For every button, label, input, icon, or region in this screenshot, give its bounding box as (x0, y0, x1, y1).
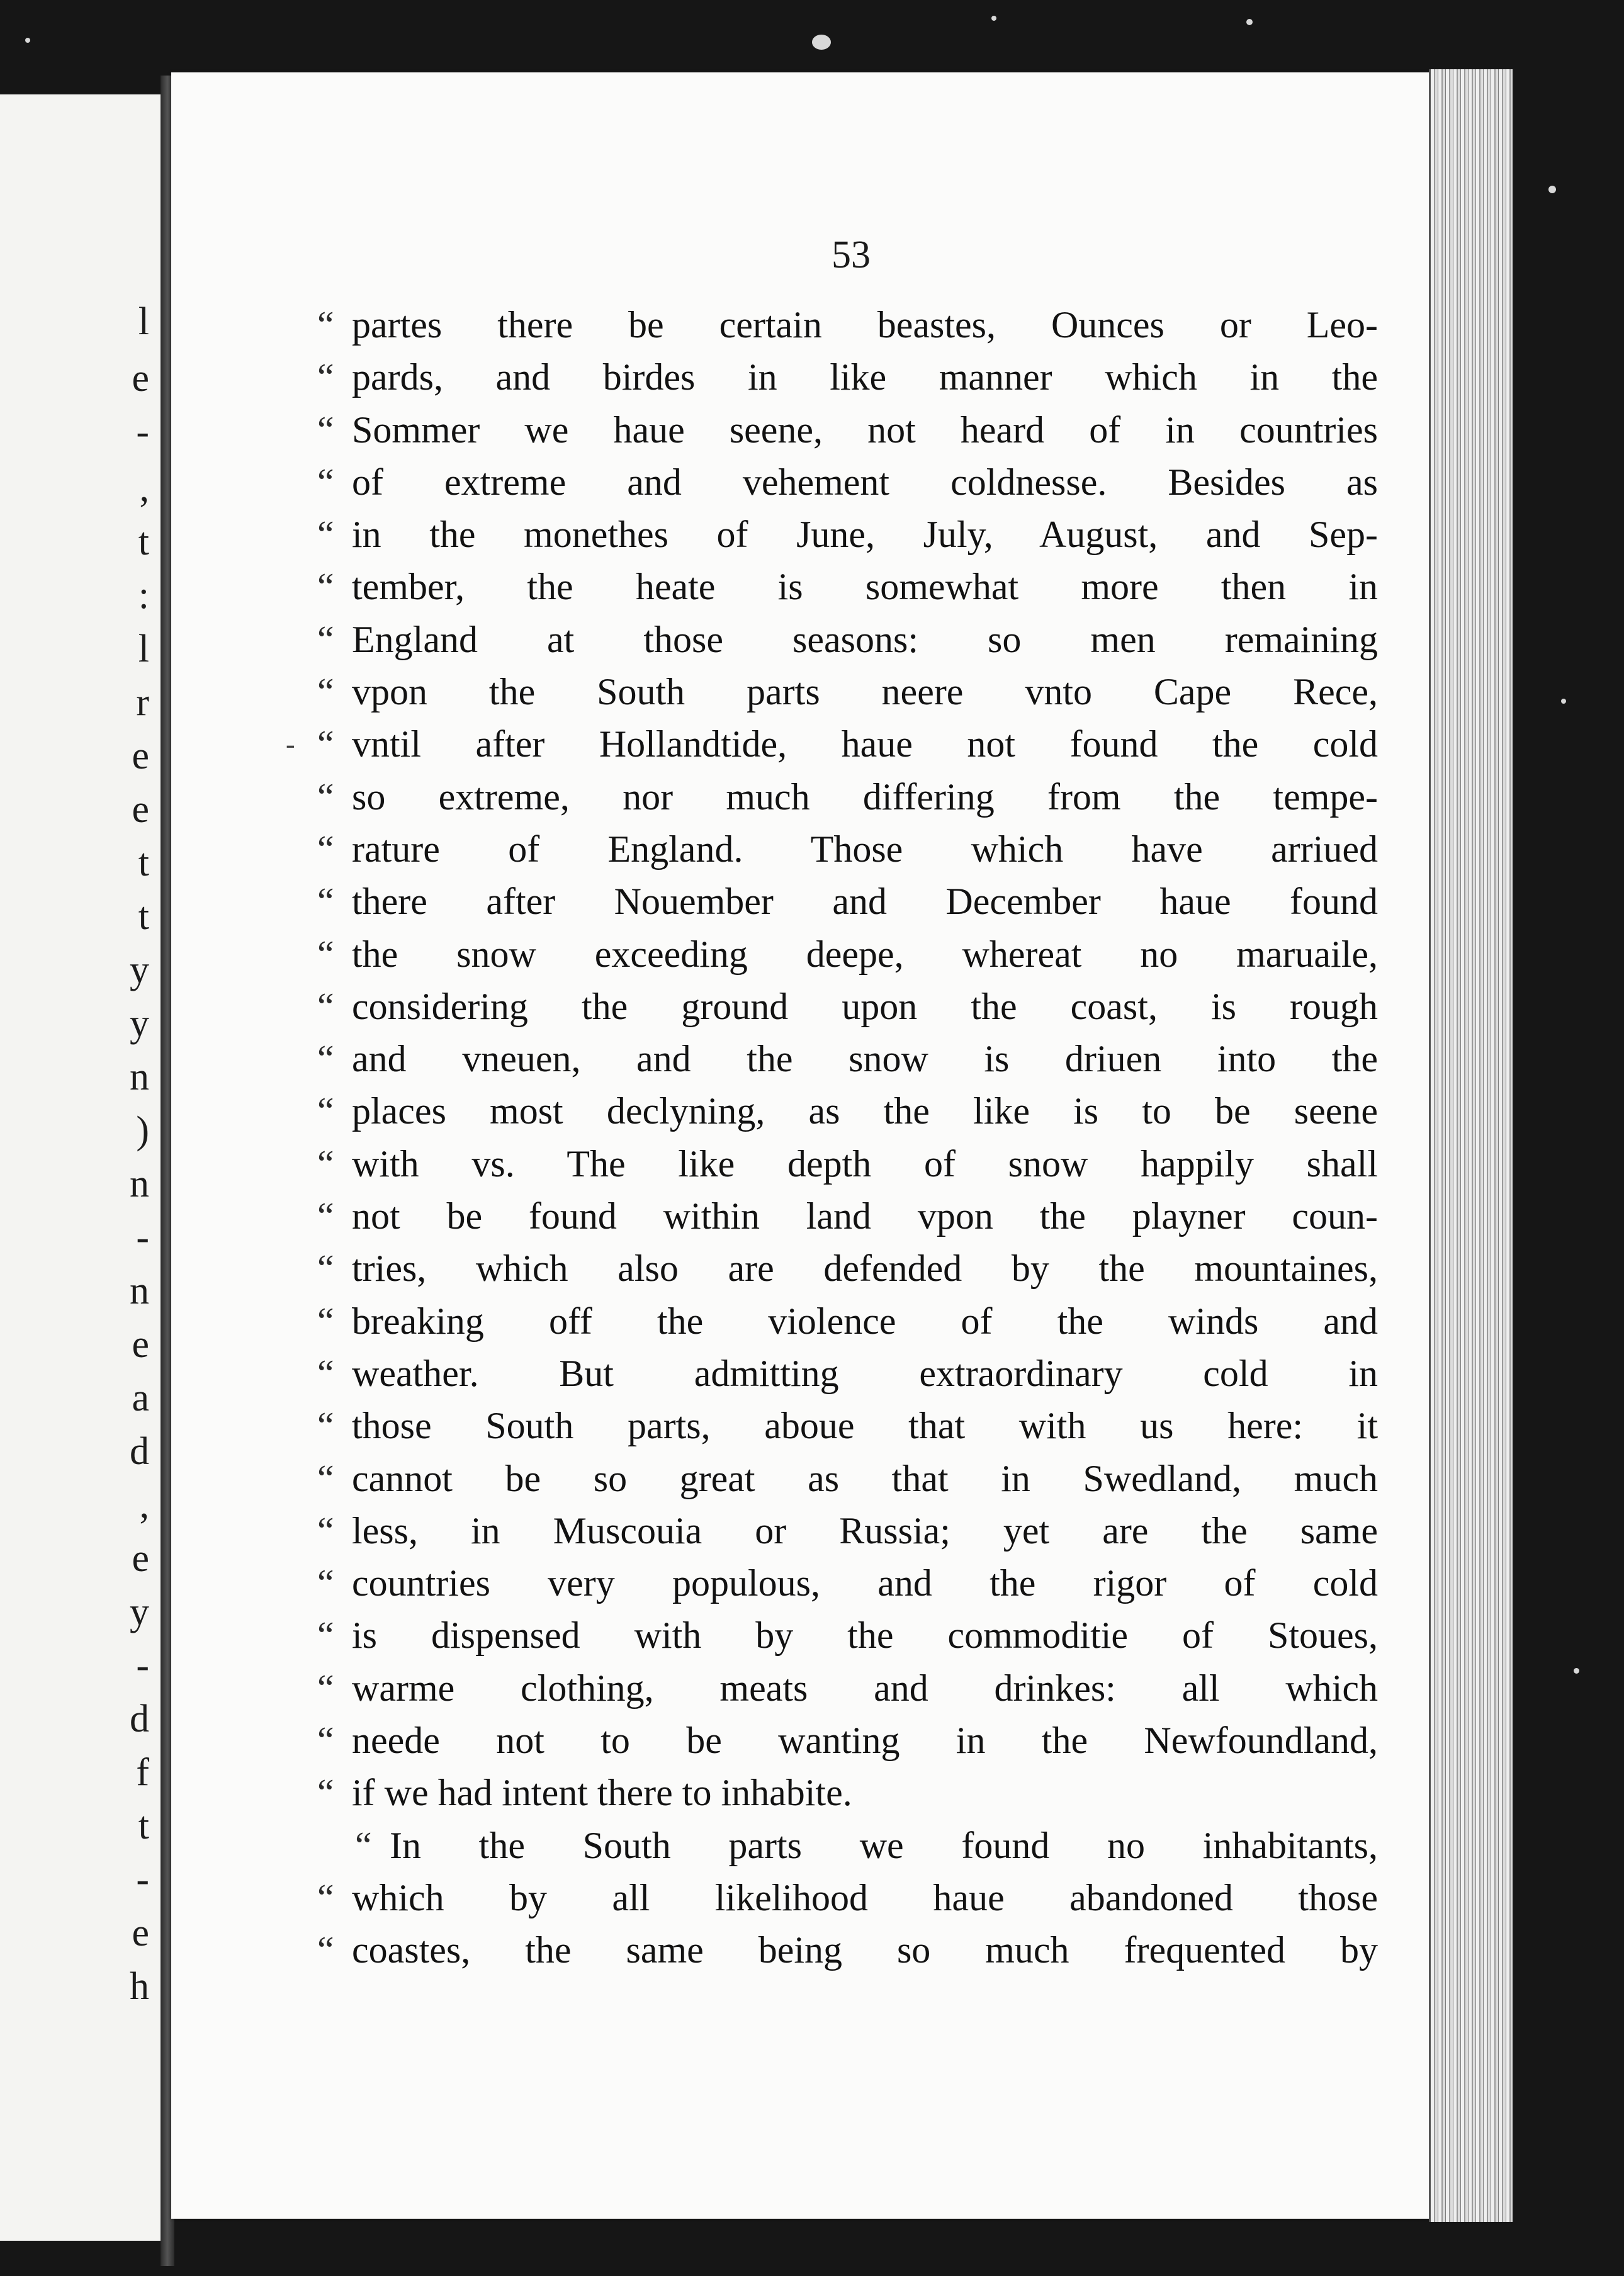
left-page-fragment: e (132, 357, 149, 400)
left-page-fragment: a (132, 1377, 149, 1419)
quote-mark: “ (317, 514, 334, 556)
quote-mark: “ (317, 1562, 334, 1604)
text-line (317, 1400, 1381, 1452)
line-text: coastes, the same being so much frequented by (352, 1929, 1378, 1971)
line-text: there after Nouember and December haue found (352, 881, 1378, 923)
left-page-fragment: e (132, 1323, 149, 1366)
quote-mark: “ (317, 356, 334, 398)
left-page-fragment: y (130, 1002, 149, 1045)
text-line (317, 1609, 1381, 1662)
scan-speck (812, 35, 831, 50)
quote-mark: “ (317, 566, 334, 608)
left-page-fragment: n (130, 1270, 149, 1312)
quote-mark: “ (317, 1090, 334, 1132)
quote-mark: “ (317, 1300, 334, 1342)
scan-speck (1561, 699, 1566, 704)
left-page-fragment: - (136, 410, 149, 453)
left-page-fragment: h (130, 1965, 149, 2008)
left-facing-page (0, 94, 164, 2241)
text-line (317, 771, 1381, 823)
left-page-fragment: t (138, 842, 149, 884)
text-line (317, 509, 1381, 561)
scan-speck (25, 38, 30, 43)
text-line (317, 1242, 1381, 1295)
text-line (317, 614, 1381, 666)
quote-mark: “ (317, 933, 334, 975)
quote-mark: “ (317, 1405, 334, 1447)
body-text (286, 299, 1381, 1977)
line-text: of extreme and vehement coldnesse. Besides as (352, 461, 1378, 503)
left-page-fragment: e (132, 1537, 149, 1580)
line-text: warme clothing, meats and drinkes: all which (352, 1667, 1378, 1709)
line-text: cannot be so great as that in Swedland, much (352, 1457, 1378, 1499)
left-page-fragment: r (136, 681, 149, 724)
line-text: the snow exceeding deepe, whereat no maruaile, (352, 933, 1378, 975)
line-text: tember, the heate is somewhat more then in (352, 566, 1378, 608)
line-text: not be found within land vpon the playner coun- (352, 1195, 1378, 1237)
left-page-fragment: e (132, 788, 149, 831)
quote-mark: “ (317, 461, 334, 503)
text-line (317, 876, 1381, 928)
left-page-fragment: - (136, 1216, 149, 1259)
text-line (317, 404, 1381, 456)
left-page-fragment: t (138, 895, 149, 938)
line-text: vntil after Hollandtide, haue not found the cold (352, 723, 1378, 765)
line-text: England at those seasons: so men remaining (352, 618, 1378, 660)
text-line (317, 1453, 1381, 1505)
page-number: 53 (832, 234, 871, 276)
line-text: weather. But admitting extraordinary cold in (352, 1352, 1378, 1394)
quote-mark: “ (317, 408, 334, 451)
text-line (317, 1767, 1381, 1819)
left-page-fragment: , (139, 467, 149, 510)
text-line (317, 351, 1381, 403)
text-line (317, 1138, 1381, 1190)
text-line (317, 299, 1381, 351)
line-text: considering the ground upon the coast, is rough (352, 985, 1378, 1027)
text-line (317, 823, 1381, 876)
line-text: if we had intent there to inhabite. (352, 1772, 852, 1814)
line-text: so extreme, nor much differing from the tempe- (352, 775, 1378, 818)
left-page-fragment: n (130, 1056, 149, 1098)
line-text: and vneuen, and the snow is driuen into the (352, 1038, 1378, 1080)
left-page-fragment: t (138, 521, 149, 563)
quote-mark: “ (317, 1929, 334, 1971)
text-line (317, 1505, 1381, 1557)
quote-mark: “ (317, 1667, 334, 1709)
left-page-fragment: y (130, 1591, 149, 1633)
text-line (317, 1715, 1381, 1767)
quote-mark: “ (317, 1509, 334, 1552)
quote-mark: “ (317, 881, 334, 923)
quote-mark: “ (317, 1038, 334, 1080)
quote-mark: “ (317, 304, 334, 346)
line-text: less, in Muscouia or Russia; yet are the same (352, 1509, 1378, 1552)
line-text: Sommer we haue seene, not heard of in countries (352, 408, 1378, 451)
left-page-fragment: - (136, 1644, 149, 1687)
left-page-fragment: l (138, 628, 149, 670)
text-line (317, 456, 1381, 509)
quote-mark: “ (317, 1614, 334, 1657)
left-page-fragment: d (130, 1430, 149, 1473)
quote-mark: “ (317, 775, 334, 818)
main-page (171, 72, 1436, 2219)
scan-speck (1548, 186, 1556, 193)
quote-mark: “ (317, 985, 334, 1027)
line-text: which by all likelihood haue abandoned those (352, 1876, 1378, 1918)
scan-speck (1246, 19, 1253, 25)
line-text: countries very populous, and the rigor of cold (352, 1562, 1378, 1604)
text-line (317, 1924, 1381, 1976)
quote-mark: “ (317, 1352, 334, 1394)
quote-mark: “ (317, 671, 334, 713)
text-line (317, 561, 1381, 613)
line-text: neede not to be wanting in the Newfoundland, (352, 1720, 1378, 1762)
quote-mark: “ (317, 1876, 334, 1918)
left-page-fragment: - (136, 1858, 149, 1901)
quote-mark: “ (317, 618, 334, 660)
text-line (317, 1662, 1381, 1715)
quote-mark: “ (317, 1457, 334, 1499)
left-page-fragment: e (132, 735, 149, 777)
text-line (317, 928, 1381, 981)
left-page-fragment: n (130, 1163, 149, 1205)
margin-mark: - (286, 729, 295, 760)
line-text: is dispensed with by the commoditie of Stoues, (352, 1614, 1378, 1657)
scan-speck (1574, 1668, 1579, 1674)
quote-mark: “ (317, 1142, 334, 1185)
text-line (286, 718, 1381, 770)
line-text: partes there be certain beastes, Ounces or Leo- (352, 304, 1378, 346)
quote-mark: “ (317, 828, 334, 870)
line-text: places most declyning, as the like is to be seene (352, 1090, 1378, 1132)
left-page-fragment: f (136, 1751, 149, 1794)
quote-mark: “ (317, 1772, 334, 1814)
quote-mark: “ (317, 1195, 334, 1237)
left-page-text-fragments (0, 94, 161, 2241)
left-page-fragment: ) (136, 1109, 149, 1152)
quote-mark: “ (317, 723, 334, 765)
scan-speck (991, 16, 996, 21)
left-page-fragment: t (138, 1805, 149, 1847)
text-line (317, 1348, 1381, 1400)
left-page-fragment: e (132, 1912, 149, 1954)
text-line (317, 1295, 1381, 1348)
line-text: those South parts, aboue that with us here: it (352, 1405, 1378, 1447)
text-line (317, 1033, 1381, 1085)
left-page-fragment: d (130, 1698, 149, 1740)
quote-mark: “ (317, 1720, 334, 1762)
left-page-fragment: , (139, 1484, 149, 1526)
text-line (317, 666, 1381, 718)
text-line (317, 1190, 1381, 1242)
text-line (317, 981, 1381, 1033)
line-text: in the monethes of June, July, August, and Sep- (352, 514, 1378, 556)
line-text: breaking off the violence of the winds and (352, 1300, 1378, 1342)
text-line (317, 1820, 1381, 1872)
line-text: with vs. The like depth of snow happily shall (352, 1142, 1378, 1185)
text-line (317, 1557, 1381, 1609)
line-text: In the South parts we found no inhabitants, (390, 1824, 1378, 1866)
left-page-fragment: y (130, 949, 149, 991)
line-text: pards, and birdes in like manner which in the (352, 356, 1378, 398)
text-line (317, 1872, 1381, 1924)
page-block-edges (1429, 69, 1513, 2222)
line-text: tries, which also are defended by the mountaines, (352, 1248, 1378, 1290)
line-text: vpon the South parts neere vnto Cape Rece, (352, 671, 1378, 713)
quote-mark: “ (317, 1248, 334, 1290)
left-page-fragment: l (138, 300, 149, 343)
left-page-fragment: : (138, 574, 149, 617)
text-line (317, 1085, 1381, 1137)
line-text: rature of England. Those which have arriued (352, 828, 1378, 870)
quote-mark: “ (355, 1824, 372, 1866)
